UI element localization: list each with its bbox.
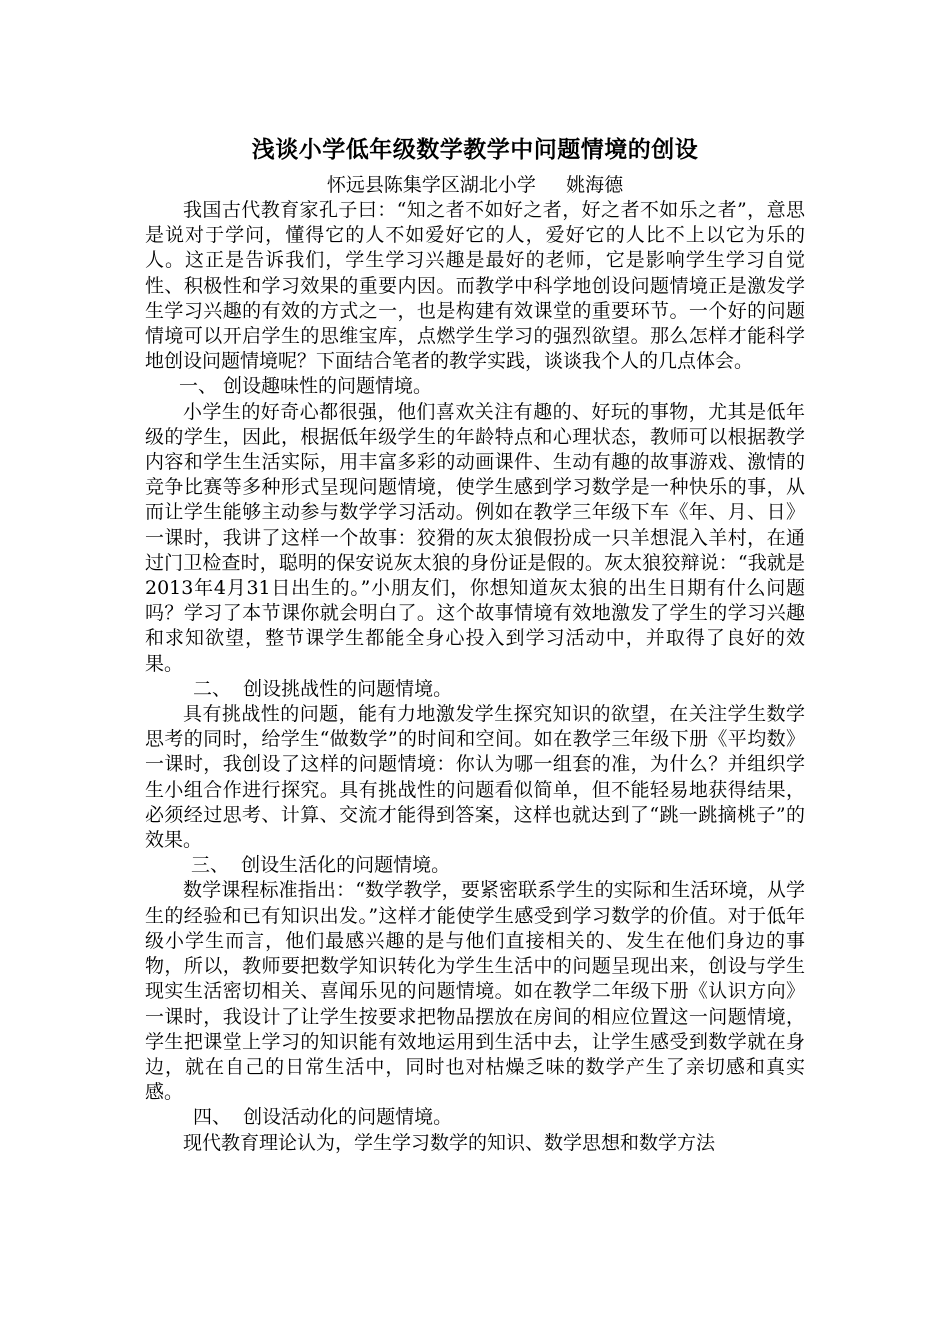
- section-paragraph-3: 数学课程标准指出：“数学教学，要紧密联系学生的实际和生活环境，从学生的经验和已有知识出发。”这样才能使学生感受到学习数学的价值。对于低年级小学生而言，他们最感兴趣的是与他们直接相关的、发生在他们身边的事物，所以，教师要把数学知识转化为学生生活中的问题呈现出来，创设与学生现实生活密切相关、喜闻乐见的问题情境。如在教学二年级下册《认识方向》一课时，我设计了让学生按要求把物品摆放在房间的相应位置这一问题情境，学生把课堂上学习的知识能有效地运用到生活中去，让学生感受到数学就在身边，就在自己的日常生活中，同时也对枯燥乏味的数学产生了亲切感和真实感。: [145, 879, 805, 1104]
- section-heading-3: 三、 创设生活化的问题情境。: [191, 854, 451, 877]
- section-paragraph-4: 现代教育理论认为，学生学习数学的知识、数学思想和数学方法: [183, 1131, 716, 1154]
- document-title: 浅谈小学低年级数学教学中问题情境的创设: [251, 136, 699, 163]
- section-heading-1: 一、 创设趣味性的问题情境。: [179, 375, 433, 398]
- section-heading-2: 二、 创设挑战性的问题情境。: [193, 677, 453, 700]
- section-paragraph-1: 小学生的好奇心都很强，他们喜欢关注有趣的、好玩的事物，尤其是低年级的学生，因此，根据低年级学生的年龄特点和心理状态，教师可以根据教学内容和学生生活实际，用丰富多彩的动画课件、生动有趣的故事游戏、激情的竞争比赛等多种形式呈现问题情境，使学生感到学习数学是一种快乐的事，从而让学生能够主动参与数学学习活动。例如在教学三年级下车《年、月、日》一课时，我讲了这样一个故事：狡猾的灰太狼假扮成一只羊想混入羊村，在通过门卫检查时，聪明的保安说灰太狼的身份证是假的。灰太狼狡辩说：“我就是2013年4月31日出生的。”小朋友们，你想知道灰太狼的出生日期有什么问题吗？学习了本节课你就会明白了。这个故事情境有效地激发了学生的学习兴趣和求知欲望，整节课学生都能全身心投入到学习活动中，并取得了良好的效果。: [145, 400, 805, 675]
- document-body: [145, 134, 805, 1156]
- intro-paragraph: 我国古代教育家孔子曰：“知之者不如好之者，好之者不如乐之者”，意思是说对于学问，懂得它的人不如爱好它的人，爱好它的人比不上以它为乐的人。这正是告诉我们，学生学习兴趣是最好的老师，它是影响学生学习自觉性、积极性和学习效果的重要内因。而教学中科学地创设问题情境正是激发学生学习兴趣的有效的方式之一，也是构建有效课堂的重要环节。一个好的问题情境可以开启学生的思维宝库，点燃学生学习的强烈欲望。那么怎样才能科学地创设问题情境呢？下面结合笔者的教学实践，谈谈我个人的几点体会。: [145, 199, 805, 373]
- section-paragraph-2: 具有挑战性的问题，能有力地激发学生探究知识的欲望，在关注学生数学思考的同时，给学生“做数学”的时间和空间。如在教学三年级下册《平均数》一课时，我创设了这样的问题情境：你认为哪一组套的准，为什么？并组织学生小组合作进行探究。具有挑战性的问题看似简单，但不能轻易地获得结果，必须经过思考、计算、交流才能得到答案，这样也就达到了“跳一跳摘桃子”的效果。: [145, 703, 805, 852]
- author-line: 怀远县陈集学区湖北小学 姚海德: [326, 174, 624, 196]
- section-heading-4: 四、 创设活动化的问题情境。: [193, 1106, 453, 1129]
